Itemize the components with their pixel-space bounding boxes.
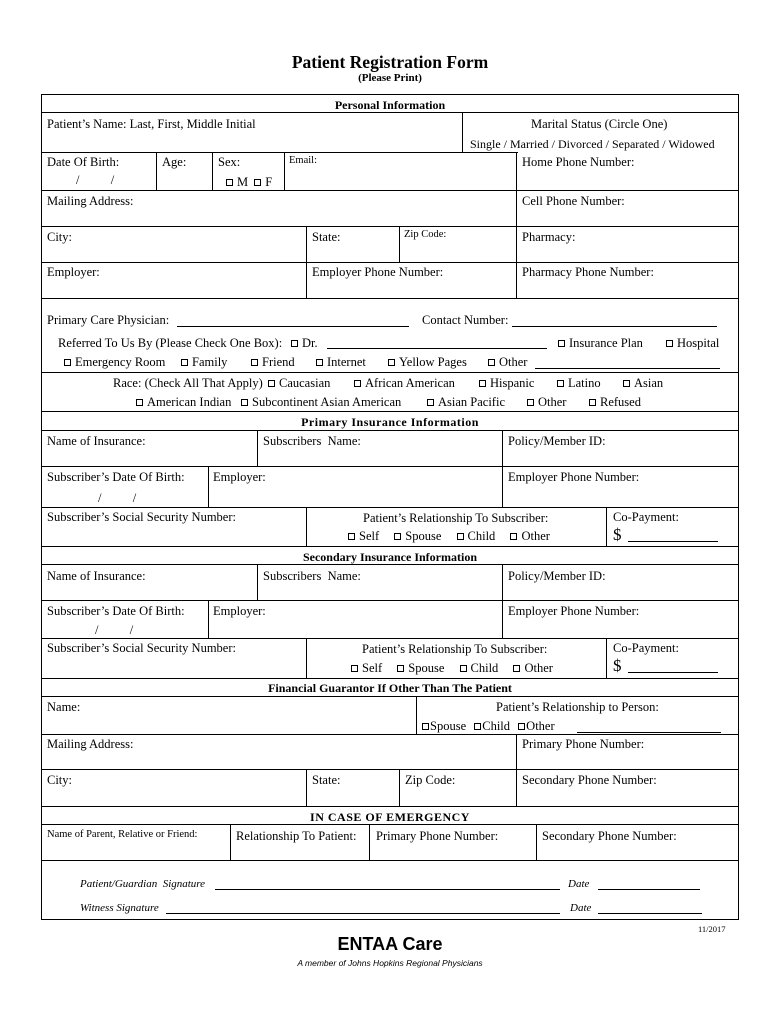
primary-insurance-name-field[interactable]: Name of Insurance:: [47, 434, 146, 448]
secondary-copay-dollar: $: [613, 656, 622, 675]
sex-label: Sex:: [218, 155, 241, 169]
secondary-copay-label: Co-Payment:: [613, 641, 679, 655]
race-pacific-option[interactable]: Asian Pacific: [427, 396, 505, 409]
checkbox-race-other[interactable]: [527, 399, 534, 406]
race-label: Race: (Check All That Apply): [113, 376, 263, 390]
race-african-option[interactable]: African American: [354, 377, 455, 390]
primary-copay-dollar: $: [613, 525, 622, 544]
zip-field[interactable]: Zip Code:: [404, 229, 447, 240]
race-american-indian-option[interactable]: American Indian: [136, 396, 231, 409]
checkbox-secondary-spouse[interactable]: [397, 665, 404, 672]
primary-relationship-label: Patient’s Relationship To Subscriber:: [363, 511, 549, 525]
secondary-employer-field[interactable]: Employer:: [213, 604, 266, 618]
dob-slashes: / /: [76, 173, 115, 187]
mailing-address-field[interactable]: Mailing Address:: [47, 194, 134, 208]
witness-date-label: Date: [570, 902, 592, 914]
checkbox-guarantor-spouse[interactable]: [422, 723, 429, 730]
referred-friend-option[interactable]: Friend: [251, 356, 295, 369]
secondary-policy-id-field[interactable]: Policy/Member ID:: [508, 569, 606, 583]
primary-ssn-field[interactable]: Subscriber’s Social Security Number:: [47, 510, 236, 524]
primary-policy-id-field[interactable]: Policy/Member ID:: [508, 434, 606, 448]
guarantor-city-field[interactable]: City:: [47, 773, 73, 787]
city-field[interactable]: City:: [47, 230, 73, 244]
witness-signature-line[interactable]: [166, 913, 560, 914]
checkbox-friend[interactable]: [251, 359, 258, 366]
page-subtitle: (Please Print): [358, 72, 422, 84]
referred-dr-line[interactable]: [327, 348, 547, 349]
referred-label: Referred To Us By (Please Check One Box):: [58, 336, 283, 350]
dob-field[interactable]: Date Of Birth:: [47, 155, 120, 169]
checkbox-caucasian[interactable]: [268, 380, 275, 387]
secondary-insurance-heading: Secondary Insurance Information: [302, 550, 477, 564]
primary-copay-input-line[interactable]: [628, 541, 718, 542]
referred-other-line[interactable]: [535, 368, 720, 369]
email-field[interactable]: Email:: [289, 155, 317, 166]
checkbox-emergency-room[interactable]: [64, 359, 71, 366]
referred-family-option[interactable]: Family: [181, 356, 227, 369]
checkbox-internet[interactable]: [316, 359, 323, 366]
checkbox-secondary-self[interactable]: [351, 665, 358, 672]
pharmacy-phone-field[interactable]: Pharmacy Phone Number:: [522, 265, 654, 279]
checkbox-hispanic[interactable]: [479, 380, 486, 387]
guarantor-relationship-options[interactable]: Spouse Child Other: [422, 720, 555, 733]
referred-yellow-option[interactable]: Yellow Pages: [388, 356, 467, 369]
brand-tagline: A member of Johns Hopkins Regional Physicians: [297, 958, 483, 968]
checkbox-guarantor-child[interactable]: [474, 723, 481, 730]
emergency-relationship-field[interactable]: Relationship To Patient:: [236, 829, 357, 843]
guarantor-name-field[interactable]: Name:: [47, 700, 81, 714]
checkbox-refused[interactable]: [589, 399, 596, 406]
checkbox-yellow-pages[interactable]: [388, 359, 395, 366]
secondary-dob-slashes: / /: [95, 623, 134, 637]
checkbox-asian[interactable]: [623, 380, 630, 387]
checkbox-referred-other[interactable]: [488, 359, 495, 366]
checkbox-hospital[interactable]: [666, 340, 673, 347]
marital-status-options[interactable]: Single / Married / Divorced / Separated / Widowed: [470, 137, 715, 151]
guarantor-mailing-field[interactable]: Mailing Address:: [47, 737, 134, 751]
checkbox-american-indian[interactable]: [136, 399, 143, 406]
race-refused-option[interactable]: Refused: [589, 396, 641, 409]
referred-insurance-option[interactable]: Insurance Plan: [558, 337, 643, 350]
referred-dr-option[interactable]: Dr.: [291, 337, 318, 350]
secondary-insurance-name-field[interactable]: Name of Insurance:: [47, 569, 146, 583]
witness-date-line[interactable]: [598, 913, 702, 914]
patient-name-field[interactable]: Patient’s Name: Last, First, Middle Initial: [47, 117, 256, 131]
form-revision-date: 11/2017: [698, 924, 726, 934]
secondary-relationship-label: Patient’s Relationship To Subscriber:: [362, 642, 548, 656]
race-subcontinent-option[interactable]: Subcontinent Asian American: [241, 396, 401, 409]
checkbox-african-american[interactable]: [354, 380, 361, 387]
guarantor-relationship-label: Patient’s Relationship to Person:: [496, 700, 659, 714]
emergency-primary-phone-field[interactable]: Primary Phone Number:: [376, 829, 499, 843]
guarantor-secondary-phone-field[interactable]: Secondary Phone Number:: [522, 773, 657, 787]
employer-field[interactable]: Employer:: [47, 265, 100, 279]
marital-status-label: Marital Status (Circle One): [531, 117, 668, 131]
age-field[interactable]: Age:: [162, 155, 187, 169]
guarantor-heading: Financial Guarantor If Other Than The Patient: [268, 681, 512, 695]
guarantor-primary-phone-field[interactable]: Primary Phone Number:: [522, 737, 645, 751]
checkbox-secondary-child[interactable]: [460, 665, 467, 672]
referred-other-option[interactable]: Other: [488, 356, 527, 369]
page-title: Patient Registration Form: [291, 52, 489, 72]
checkbox-secondary-other[interactable]: [513, 665, 520, 672]
sex-options[interactable]: M F: [226, 176, 272, 189]
witness-signature-label: Witness Signature: [80, 902, 159, 914]
checkbox-subcontinent-asian[interactable]: [241, 399, 248, 406]
checkbox-male[interactable]: [226, 179, 233, 186]
emergency-heading: IN CASE OF EMERGENCY: [310, 810, 470, 824]
primary-subscriber-dob-field[interactable]: Subscriber’s Date Of Birth:: [47, 470, 185, 484]
primary-employer-field[interactable]: Employer:: [213, 470, 266, 484]
patient-signature-line[interactable]: [215, 889, 560, 890]
referred-er-option[interactable]: Emergency Room: [64, 356, 165, 369]
patient-date-line[interactable]: [598, 889, 700, 890]
patient-signature-label: Patient/Guardian Signature: [80, 878, 206, 890]
primary-subscriber-name-field[interactable]: Subscribers Name:: [263, 434, 361, 448]
checkbox-asian-pacific[interactable]: [427, 399, 434, 406]
contact-number-label: Contact Number:: [422, 313, 509, 327]
secondary-ssn-field[interactable]: Subscriber’s Social Security Number:: [47, 641, 236, 655]
emergency-contact-name-field[interactable]: Name of Parent, Relative or Friend:: [47, 829, 198, 840]
patient-date-label: Date: [568, 878, 590, 890]
race-caucasian-option[interactable]: Caucasian: [268, 377, 330, 390]
guarantor-state-field[interactable]: State:: [312, 773, 341, 787]
pcp-label: Primary Care Physician:: [47, 313, 170, 327]
contact-number-input-line[interactable]: [512, 326, 717, 327]
race-other-option[interactable]: Other: [527, 396, 566, 409]
state-field[interactable]: State:: [312, 230, 341, 244]
emergency-secondary-phone-field[interactable]: Secondary Phone Number:: [542, 829, 677, 843]
secondary-subscriber-dob-field[interactable]: Subscriber’s Date Of Birth:: [47, 604, 185, 618]
home-phone-field[interactable]: Home Phone Number:: [522, 155, 635, 169]
primary-dob-slashes: / /: [98, 491, 137, 505]
secondary-subscriber-name-field[interactable]: Subscribers Name:: [263, 569, 361, 583]
checkbox-latino[interactable]: [557, 380, 564, 387]
cell-phone-field[interactable]: Cell Phone Number:: [522, 194, 625, 208]
primary-relationship-options[interactable]: Self Spouse Child Other: [348, 530, 550, 543]
checkbox-primary-other[interactable]: [510, 533, 517, 540]
checkbox-primary-child[interactable]: [457, 533, 464, 540]
checkbox-female[interactable]: [254, 179, 261, 186]
primary-employer-phone-field[interactable]: Employer Phone Number:: [508, 470, 640, 484]
secondary-copay-input-line[interactable]: [628, 672, 718, 673]
personal-heading: Personal Information: [334, 98, 446, 112]
checkbox-primary-spouse[interactable]: [394, 533, 401, 540]
checkbox-family[interactable]: [181, 359, 188, 366]
checkbox-primary-self[interactable]: [348, 533, 355, 540]
checkbox-insurance-plan[interactable]: [558, 340, 565, 347]
guarantor-other-line[interactable]: [577, 732, 721, 733]
secondary-relationship-options[interactable]: Self Spouse Child Other: [351, 662, 553, 675]
referred-internet-option[interactable]: Internet: [316, 356, 366, 369]
pharmacy-field[interactable]: Pharmacy:: [522, 230, 576, 244]
guarantor-zip-field[interactable]: Zip Code:: [405, 773, 456, 787]
primary-copay-label: Co-Payment:: [613, 510, 679, 524]
checkbox-guarantor-other[interactable]: [518, 723, 525, 730]
checkbox-dr[interactable]: [291, 340, 298, 347]
referred-hospital-option[interactable]: Hospital: [666, 337, 719, 350]
race-hispanic-option[interactable]: Hispanic: [479, 377, 534, 390]
primary-insurance-heading: Primary Insurance Information: [301, 415, 479, 429]
race-latino-option[interactable]: Latino: [557, 377, 601, 390]
secondary-employer-phone-field[interactable]: Employer Phone Number:: [508, 604, 640, 618]
employer-phone-field[interactable]: Employer Phone Number:: [312, 265, 444, 279]
brand-name: ENTAA Care: [337, 934, 443, 954]
race-asian-option[interactable]: Asian: [623, 377, 663, 390]
pcp-input-line[interactable]: [177, 326, 409, 327]
